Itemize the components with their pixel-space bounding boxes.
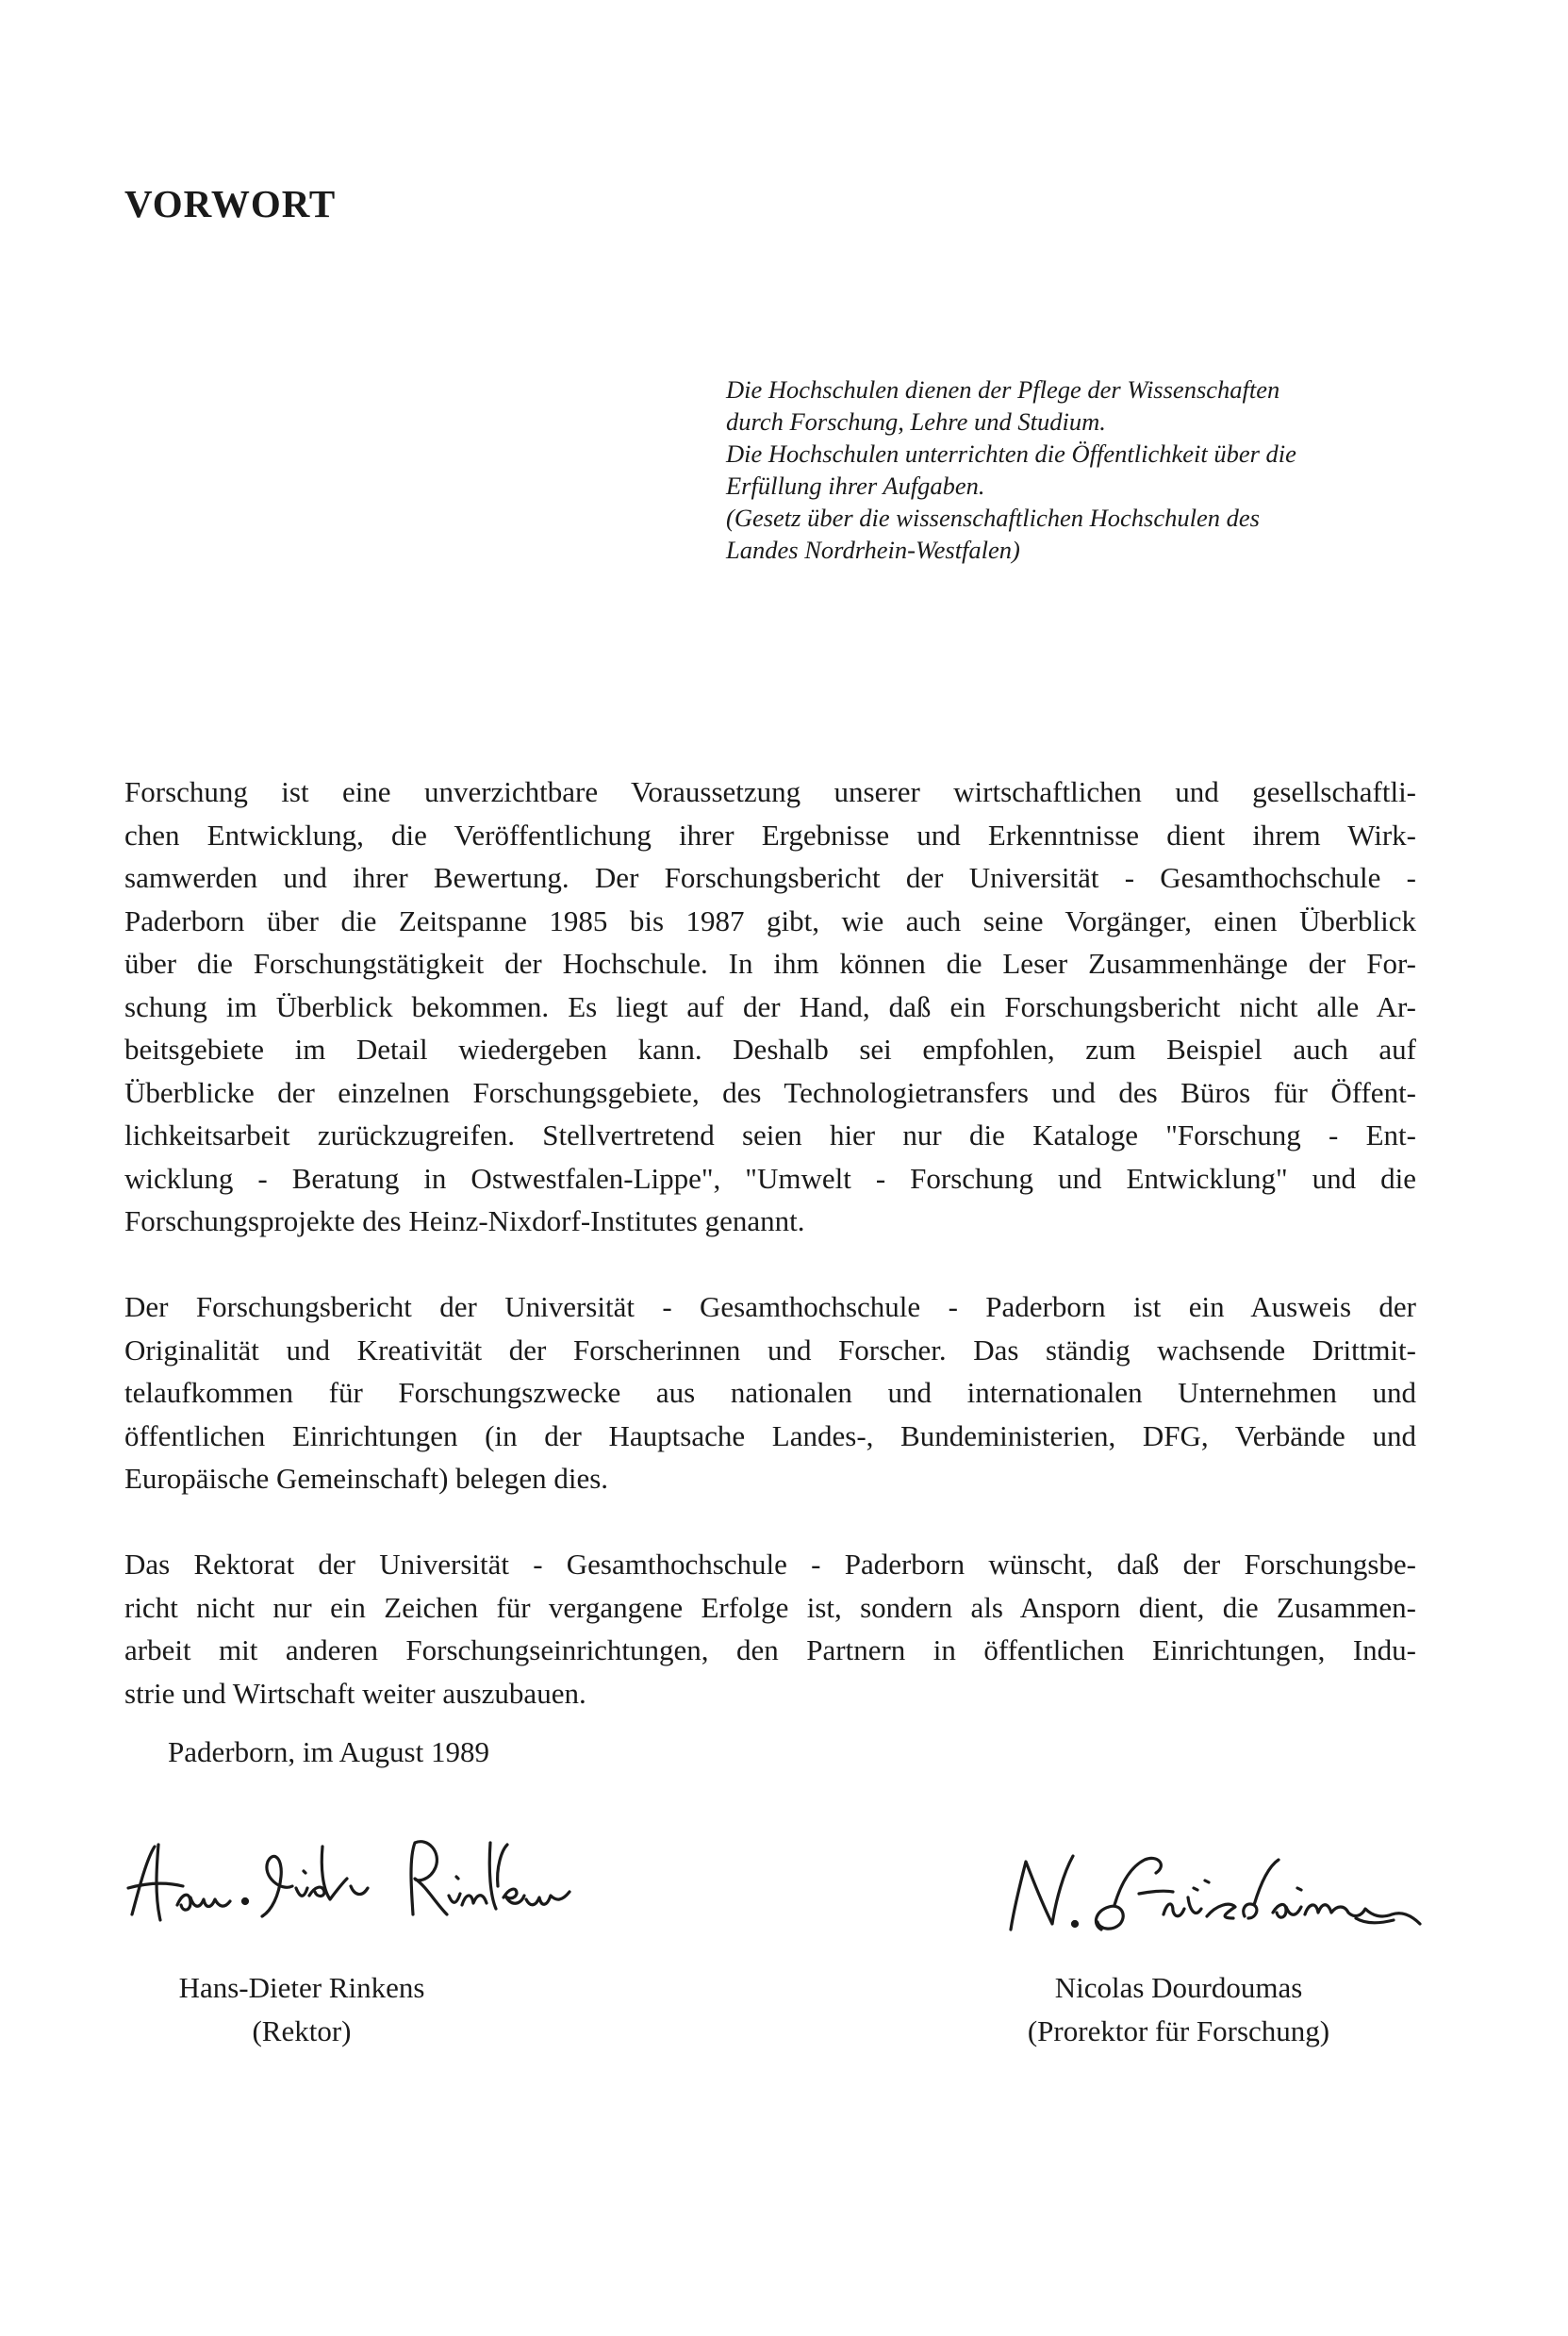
text-line: über die Forschungstätigkeit der Hochschule. In ihm können die Leser Zusammenhänge der For- (124, 947, 1416, 980)
text-line: Forschungsprojekte des Heinz-Nixdorf-Institutes genannt. (124, 1204, 805, 1237)
motto-line: Die Hochschulen unterrichten die Öffentlichkeit über die (726, 439, 1296, 468)
motto-line: Die Hochschulen dienen der Pflege der Wissenschaften (726, 375, 1280, 404)
text-line: öffentlichen Einrichtungen (in der Hauptsache Landes-, Bundeministerien, DFG, Verbände und (124, 1418, 1416, 1452)
motto-line: durch Forschung, Lehre und Studium. (726, 407, 1106, 436)
signature-stroke (1273, 1888, 1301, 1917)
text-line: beitsgebiete im Detail wiedergeben kann. Deshalb sei empfohlen, zum Beispiel auch auf (124, 1033, 1416, 1066)
signatory-name: Nicolas Dourdoumas (1054, 1971, 1303, 2004)
paragraph-2 (124, 1285, 1416, 1500)
signature-stroke (1011, 1856, 1073, 1930)
text-line: Forschung ist eine unverzichtbare Voraussetzung unserer wirtschaftlichen und gesellschaftli- (124, 775, 1416, 808)
text-line: telaufkommen für Forschungszwecke aus nationalen und internationalen Unternehmen und (124, 1376, 1416, 1409)
signature-stroke (296, 1871, 307, 1896)
signatory-name: Hans-Dieter Rinkens (178, 1971, 425, 2004)
signatory-dourdoumas (971, 1966, 1386, 2053)
motto-line: Erfüllung ihrer Aufgaben. (726, 472, 985, 500)
signature-stroke (351, 1886, 368, 1895)
text-line: strie und Wirtschaft weiter auszubauen. (124, 1676, 586, 1710)
text-line: richt nicht nur ein Zeichen für vergangene Erfolge ist, sondern als Ansporn dient, die Zusammen- (124, 1590, 1416, 1624)
signature-stroke (411, 1842, 447, 1914)
text-line: samwerden und ihrer Bewertung. Der Forschungsbericht der Universität - Gesamthochschule - (124, 861, 1416, 894)
signatory-role: (Prorektor für Forschung) (1027, 2014, 1330, 2047)
text-line: Der Forschungsbericht der Universität - Gesamthochschule - Paderborn ist ein Ausweis der (124, 1290, 1416, 1323)
signature-stroke (309, 1847, 347, 1899)
text-line: arbeit mit anderen Forschungseinrichtungen, den Partnern in öffentlichen Einrichtungen, Indu- (124, 1633, 1416, 1666)
signature-stroke (449, 1877, 460, 1902)
text-line: Überblicke der einzelnen Forschungsgebiete, des Technologietransfers und des Büros für Öffent- (124, 1075, 1416, 1109)
signature-stroke (262, 1856, 292, 1916)
paragraph-1 (124, 770, 1416, 1243)
signature-dot (243, 1899, 248, 1904)
signatory-rinkens (160, 1966, 443, 2053)
signature-stroke (1164, 1880, 1209, 1916)
paragraph-3 (124, 1543, 1416, 1715)
text-line: Europäische Gemeinschaft) belegen dies. (124, 1462, 609, 1495)
signature-stroke (462, 1843, 496, 1909)
page-title: VORWORT (124, 182, 337, 225)
text-line: Originalität und Kreativität der Forscherinnen und Forscher. Das ständig wachsende Drittmit- (124, 1333, 1416, 1367)
signature-dourdoumas (998, 1839, 1441, 1952)
motto-line: (Gesetz über die wissenschaftlichen Hochschulen des (726, 504, 1260, 532)
text-line: Paderborn über die Zeitspanne 1985 bis 1987 gibt, wie auch seine Vorgänger, einen Überblick (124, 903, 1416, 937)
text-line: schung im Überblick bekommen. Es liegt auf der Hand, daß ein Forschungsbericht nicht alle Ar- (124, 989, 1416, 1023)
signatory-role: (Rektor) (252, 2014, 352, 2047)
text-line: chen Entwicklung, die Veröffentlichung ihrer Ergebnisse und Erkenntnisse dient ihrem Wirk- (124, 818, 1416, 852)
text-line: lichkeitsarbeit zurückzugreifen. Stellvertretend seien hier nur die Kataloge "Forschung - Ent- (124, 1118, 1416, 1151)
motto-line: Landes Nordrhein-Westfalen) (726, 536, 1020, 564)
signature-stroke (132, 1847, 155, 1914)
motto-quote (726, 373, 1443, 566)
signature-stroke (1139, 1891, 1173, 1894)
text-line: Das Rektorat der Universität - Gesamthochschule - Paderborn wünscht, daß der Forschungsbe- (124, 1548, 1416, 1581)
signature-stroke (1356, 1918, 1394, 1923)
signature-stroke (526, 1892, 569, 1905)
signature-dot (1073, 1922, 1078, 1927)
signature-stroke (1096, 1858, 1161, 1930)
signature-stroke (498, 1845, 524, 1903)
place-date: Paderborn, im August 1989 (168, 1735, 489, 1768)
text-line: wicklung - Beratung in Ostwestfalen-Lippe", "Umwelt - Forschung und Entwicklung" und die (124, 1161, 1416, 1195)
signature-rinkens (121, 1830, 630, 1933)
body-text (124, 770, 1416, 1758)
signature-stroke (1207, 1904, 1235, 1918)
signature-stroke (177, 1895, 230, 1910)
